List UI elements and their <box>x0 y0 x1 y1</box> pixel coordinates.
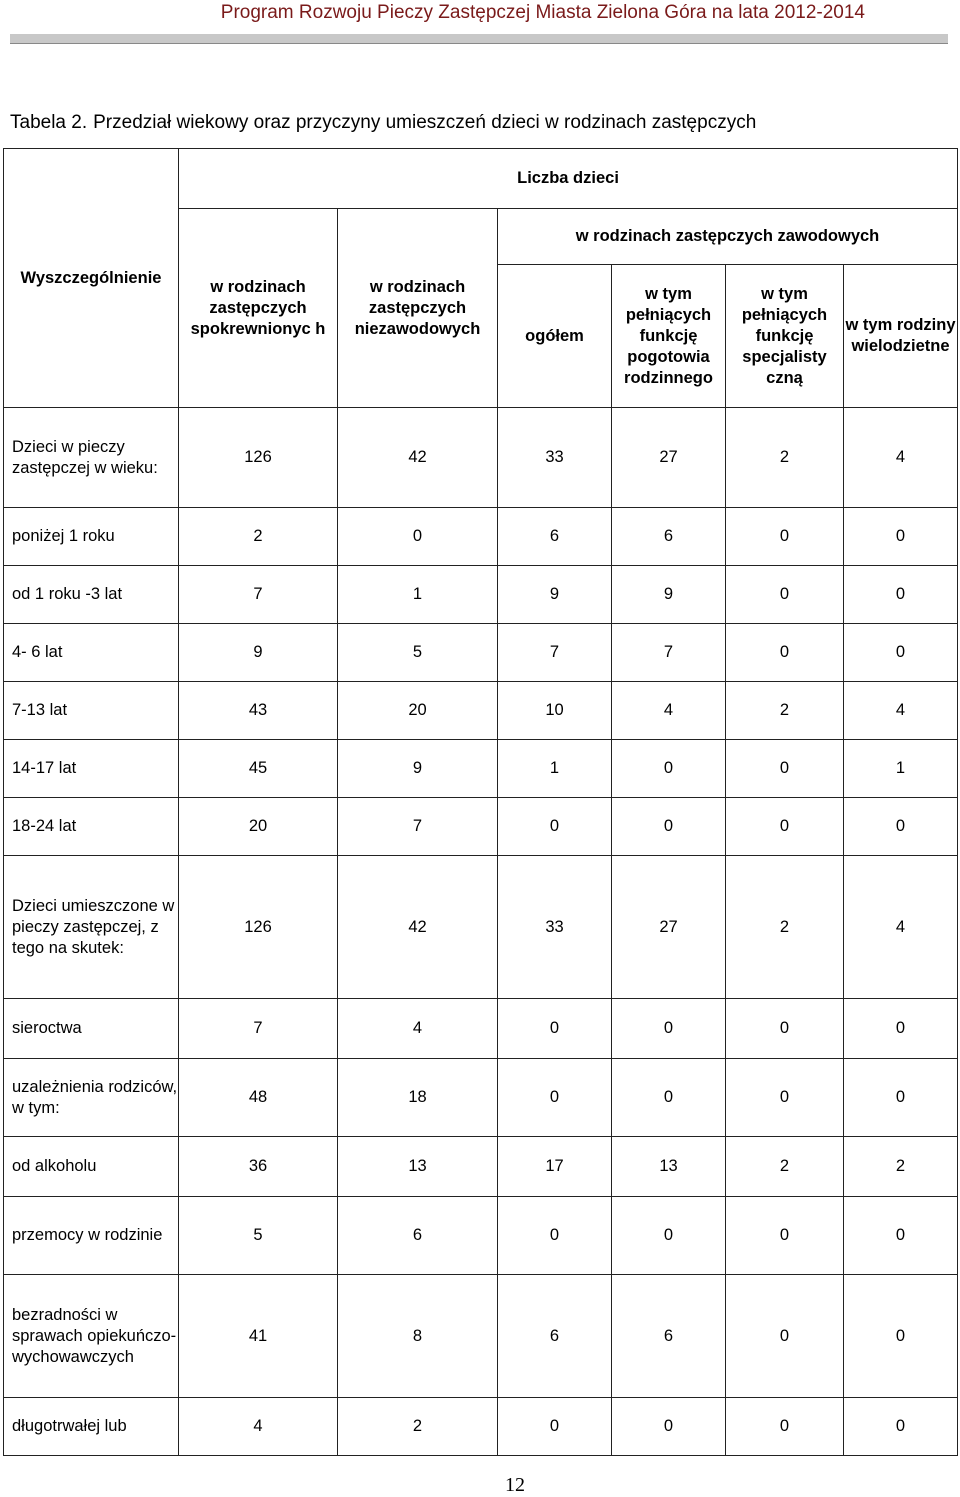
value-cell: 0 <box>726 566 844 624</box>
table-row <box>4 1398 958 1456</box>
value-cell: 0 <box>726 740 844 798</box>
value-cell: 2 <box>726 1137 844 1197</box>
row-label: sieroctwa <box>4 999 179 1059</box>
value-cell: 4 <box>844 408 958 508</box>
header-row-1 <box>4 149 958 209</box>
value-cell: 5 <box>179 1197 338 1275</box>
value-cell: 2 <box>726 856 844 999</box>
value-cell: 0 <box>498 798 612 856</box>
row-header-cell: Wyszczególnienie <box>4 149 179 408</box>
col-header-wielodzietne: w tym rodziny wielodzietne <box>844 265 958 408</box>
value-cell: 0 <box>726 1275 844 1398</box>
value-cell: 2 <box>844 1137 958 1197</box>
value-cell: 4 <box>612 682 726 740</box>
row-label: długotrwałej lub <box>4 1398 179 1456</box>
value-cell: 126 <box>179 408 338 508</box>
row-label: uzależnienia rodziców, w tym: <box>4 1059 179 1137</box>
table-row <box>4 856 958 999</box>
value-cell: 1 <box>844 740 958 798</box>
value-cell: 0 <box>844 508 958 566</box>
value-cell: 33 <box>498 408 612 508</box>
value-cell: 27 <box>612 856 726 999</box>
value-cell: 0 <box>498 1059 612 1137</box>
value-cell: 0 <box>844 1398 958 1456</box>
value-cell: 0 <box>612 1197 726 1275</box>
value-cell: 2 <box>338 1398 498 1456</box>
value-cell: 0 <box>612 740 726 798</box>
value-cell: 17 <box>498 1137 612 1197</box>
table-caption <box>10 112 756 134</box>
value-cell: 0 <box>726 1059 844 1137</box>
table-row <box>4 1137 958 1197</box>
placement-table <box>3 148 958 1456</box>
value-cell: 9 <box>179 624 338 682</box>
value-cell: 18 <box>338 1059 498 1137</box>
table-row <box>4 682 958 740</box>
col-header-specjalistyczna: w tym pełniących funkcję specjalisty czną <box>726 265 844 408</box>
value-cell: 0 <box>338 508 498 566</box>
value-cell: 4 <box>844 856 958 999</box>
table-row <box>4 999 958 1059</box>
value-cell: 20 <box>179 798 338 856</box>
value-cell: 0 <box>612 1059 726 1137</box>
value-cell: 2 <box>726 682 844 740</box>
value-cell: 126 <box>179 856 338 999</box>
caption-label: Tabela 2. <box>10 112 88 133</box>
value-cell: 6 <box>498 508 612 566</box>
value-cell: 13 <box>338 1137 498 1197</box>
document-header-title: Program Rozwoju Pieczy Zastępczej Miasta Zielona Góra na lata 2012-2014 <box>220 2 865 23</box>
value-cell: 4 <box>338 999 498 1059</box>
page-number: 12 <box>505 1474 525 1496</box>
value-cell: 0 <box>498 1197 612 1275</box>
value-cell: 0 <box>498 999 612 1059</box>
value-cell: 0 <box>726 798 844 856</box>
value-cell: 9 <box>498 566 612 624</box>
value-cell: 41 <box>179 1275 338 1398</box>
value-cell: 7 <box>179 999 338 1059</box>
header-divider <box>10 34 948 44</box>
value-cell: 6 <box>612 1275 726 1398</box>
value-cell: 45 <box>179 740 338 798</box>
value-cell: 0 <box>844 798 958 856</box>
row-label: 7-13 lat <box>4 682 179 740</box>
value-cell: 7 <box>338 798 498 856</box>
value-cell: 42 <box>338 408 498 508</box>
table-row <box>4 1059 958 1137</box>
value-cell: 0 <box>844 566 958 624</box>
value-cell: 7 <box>612 624 726 682</box>
table-row <box>4 1275 958 1398</box>
value-cell: 0 <box>612 1398 726 1456</box>
value-cell: 0 <box>726 624 844 682</box>
value-cell: 0 <box>612 999 726 1059</box>
value-cell: 2 <box>179 508 338 566</box>
value-cell: 0 <box>726 508 844 566</box>
table-row <box>4 624 958 682</box>
row-label: 4- 6 lat <box>4 624 179 682</box>
table-row <box>4 1197 958 1275</box>
value-cell: 2 <box>726 408 844 508</box>
value-cell: 6 <box>498 1275 612 1398</box>
value-cell: 9 <box>338 740 498 798</box>
value-cell: 7 <box>498 624 612 682</box>
value-cell: 1 <box>498 740 612 798</box>
value-cell: 36 <box>179 1137 338 1197</box>
table-row <box>4 408 958 508</box>
value-cell: 13 <box>612 1137 726 1197</box>
value-cell: 0 <box>844 1275 958 1398</box>
col-header-zawodowe: w rodzinach zastępczych zawodowych <box>498 209 958 265</box>
table-row <box>4 798 958 856</box>
value-cell: 7 <box>179 566 338 624</box>
value-cell: 48 <box>179 1059 338 1137</box>
value-cell: 0 <box>844 1059 958 1137</box>
row-label: poniżej 1 roku <box>4 508 179 566</box>
row-label: Dzieci umieszczone w pieczy zastępczej, z tego na skutek: <box>4 856 179 999</box>
value-cell: 0 <box>726 1197 844 1275</box>
row-label: bezradności w sprawach opiekuńczo-wychowawczych <box>4 1275 179 1398</box>
value-cell: 0 <box>844 624 958 682</box>
value-cell: 0 <box>726 1398 844 1456</box>
col-header-niezawodowe: w rodzinach zastępczych niezawodowych <box>338 209 498 408</box>
value-cell: 10 <box>498 682 612 740</box>
row-label: od alkoholu <box>4 1137 179 1197</box>
value-cell: 6 <box>338 1197 498 1275</box>
value-cell: 6 <box>612 508 726 566</box>
value-cell: 0 <box>498 1398 612 1456</box>
value-cell: 0 <box>844 1197 958 1275</box>
group-header-cell: Liczba dzieci <box>179 149 958 209</box>
table-row <box>4 566 958 624</box>
row-label: przemocy w rodzinie <box>4 1197 179 1275</box>
value-cell: 0 <box>726 999 844 1059</box>
col-header-pogotowie: w tym pełniących funkcję pogotowia rodzinnego <box>612 265 726 408</box>
col-header-ogolem: ogółem <box>498 265 612 408</box>
value-cell: 9 <box>612 566 726 624</box>
row-label: Dzieci w pieczy zastępczej w wieku: <box>4 408 179 508</box>
value-cell: 33 <box>498 856 612 999</box>
row-label: 14-17 lat <box>4 740 179 798</box>
caption-text: Przedział wiekowy oraz przyczyny umieszczeń dzieci w rodzinach zastępczych <box>93 112 757 133</box>
value-cell: 1 <box>338 566 498 624</box>
col-header-spokrewnione: w rodzinach zastępczych spokrewnionyc h <box>179 209 338 408</box>
value-cell: 27 <box>612 408 726 508</box>
value-cell: 0 <box>612 798 726 856</box>
value-cell: 43 <box>179 682 338 740</box>
value-cell: 8 <box>338 1275 498 1398</box>
value-cell: 4 <box>179 1398 338 1456</box>
table-row <box>4 508 958 566</box>
value-cell: 5 <box>338 624 498 682</box>
row-label: 18-24 lat <box>4 798 179 856</box>
value-cell: 20 <box>338 682 498 740</box>
table-row <box>4 740 958 798</box>
value-cell: 42 <box>338 856 498 999</box>
value-cell: 0 <box>844 999 958 1059</box>
value-cell: 4 <box>844 682 958 740</box>
row-label: od 1 roku -3 lat <box>4 566 179 624</box>
